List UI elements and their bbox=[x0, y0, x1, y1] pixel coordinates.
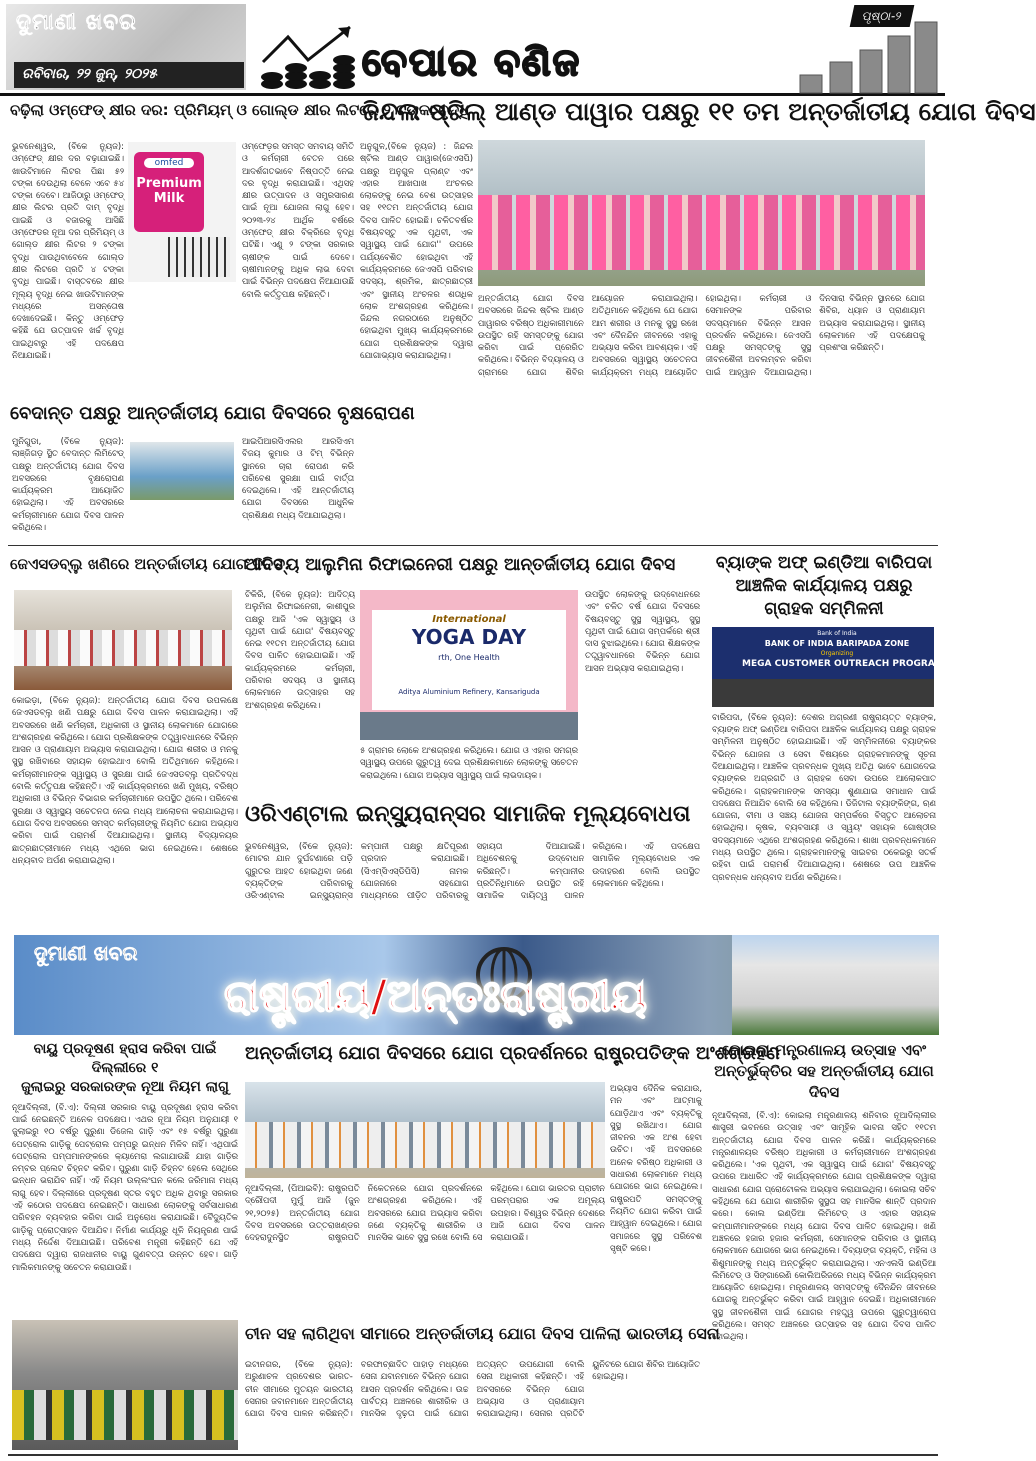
cartoon-illustration bbox=[168, 237, 230, 277]
vehicles bbox=[12, 1390, 238, 1440]
growth-chart-icon bbox=[258, 22, 358, 94]
city-buildings-photo bbox=[732, 935, 939, 1035]
coin-stacks-image bbox=[770, 20, 940, 94]
banner-international: International bbox=[432, 614, 506, 625]
delhi-body: ନୂଆଦିଲ୍ଲୀ, (ବି.ଏ): ଦିଲ୍ଲୀ ସରକାର ବାୟୁ ପ୍ରଦୂଷଣ ହ୍ରାସ କରିବା ପାଇଁ ନେଇଛନ୍ତି ଅନେକ ପଦକ୍ଷେପ। ଏଥର ନୂଆ ନିୟମ ଅନୁଯାୟୀ ୧ ଜୁଲାଇରୁ ୧୦ ବର୍ଷରୁ ପୁରୁଣା ଡିଜେଲ ଗାଡ଼ି ଏବଂ ୧୫ ବର୍ଷରୁ ପୁରୁଣା ପେଟ୍ରୋଲ ଗାଡ଼ିକୁ ପେଟ୍ରୋଲ ପମ୍ପରୁ ଇନ୍ଧନ ମିଳିବ ନାହିଁ। ଏଥିପାଇଁ ପେଟ୍ରୋଲ ପମ୍ପମାନଙ୍କରେ କ୍ୟାମେରା ଲଗାଯାଉଛି ଯାହା ଗାଡ଼ିର ନମ୍ବର ପ୍ଲେଟ ଚିହ୍ନଟ କରିବ। ପୁରୁଣା ଗାଡ଼ି ଚିହ୍ନଟ ହେଲେ ସେଥିରେ ଇନ୍ଧନ ଭରାଯିବ ନାହିଁ। ଏହି ନିୟମ ଉଲ୍ଲଂଘନ କଲେ ଜରିମାନା ମଧ୍ୟ ଲାଗୁ ହେବ। ଦିଲ୍ଲୀରେ ପ୍ରଦୂଷଣ ସ୍ତର ବହୁତ ଅଧିକ ଥିବାରୁ ସରକାର ଏହି କଠୋର ପଦକ୍ଷେପ ନେଇଛନ୍ତି। ସାଧାରଣ ଲୋକଙ୍କୁ ସର୍ବସାଧାରଣ ପରିବହନ ବ୍ୟବହାର କରିବା ପାଇଁ ଅନୁରୋଧ କରାଯାଇଛି। ବୈଦ୍ୟୁତିକ ଗାଡ଼ିକୁ ପ୍ରୋତ୍ସାହନ ଦିଆଯିବ। ନିର୍ମାଣ କାର୍ଯ୍ୟରୁ ଧୂଳି ନିୟନ୍ତ୍ରଣ ପାଇଁ ମଧ୍ୟ ନିର୍ଦ୍ଦେଶ ଦିଆଯାଇଛି। ପରିବେଶ ମନ୍ତ୍ରୀ କହିଛନ୍ତି ଯେ ଏହି ପଦକ୍ଷେପ ଦ୍ୱାରା ରାଜଧାନୀର ବାୟୁ ଗୁଣବତ୍ତା ଉନ୍ନତ ହେବ। ଗାଡ଼ି ମାଲିକମାନଙ୍କୁ ସଚେତନ କରାଯାଉଛି। bbox=[12, 1101, 238, 1272]
yoga-participants bbox=[245, 1122, 605, 1168]
vedanta-plantation-photo bbox=[130, 442, 234, 500]
aditya-yoga-day-photo bbox=[360, 590, 578, 740]
page-number-badge: ପୃଷ୍ଠା-୨ bbox=[850, 5, 915, 27]
banner-brand-logo: ଦୁମାଣୀ ଖବର bbox=[34, 941, 138, 965]
jindal-headline: ଜିନ୍ଦଲ ଷ୍ଟିଲ୍ ଆଣ୍ଡ ପାୱାର ପକ୍ଷରୁ ୧୧ ତମ ଅନ୍ତର୍ଜାତୀୟ ଯୋଗ ଦିବସ bbox=[362, 97, 1036, 126]
president-yoga-photo bbox=[245, 1082, 605, 1178]
bank-organizing-text: Organizing bbox=[820, 649, 854, 657]
banner-footer: Aditya Aluminium Refinery, Kansariguda bbox=[398, 688, 540, 696]
brand-logo: ଦୁମାଣୀ ଖବର bbox=[16, 10, 137, 35]
aditya-headline: ଆଦିତ୍ୟ ଆଲୁମିନା ରିଫାଇନେରୀ ପକ୍ଷରୁ ଆନ୍ତର୍ଜାତୀୟ ଯୋଗ ଦିବସ bbox=[245, 555, 676, 575]
section-title: ବେପାର ବଣିଜ bbox=[362, 40, 581, 84]
masthead-brand-block bbox=[6, 4, 246, 90]
china-body: ଇଟାନଗର, (ବିକେ ନ୍ୟୁଜ): ଅରୁଣାଚଳ ପ୍ରଦେଶର ଭାରତ-ଚୀନ ସୀମାରେ ମୁତୟନ ଭାରତୀୟ ସେନାର ଜବାନମାନେ ଅନ୍ତର୍ଜାତୀୟ ଯୋଗ ଦିବସ ପାଳନ କରିଛନ୍ତି। ବରଫାଚ୍ଛାଦିତ ପାହାଡ଼ ମଧ୍ୟରେ ସେନା ଯବାନମାନେ ବିଭିନ୍ନ ଯୋଗ ଆସନ ପ୍ରଦର୍ଶନ କରିଥିଲେ। ଉଚ୍ଚ ପାର୍ବତ୍ୟ ଅଞ୍ଚଳରେ ଶାରୀରିକ ଓ ମାନସିକ ଦୃଢ଼ତା ପାଇଁ ଯୋଗ ଅତ୍ୟନ୍ତ ଉପଯୋଗୀ ବୋଲି ସେନା ଅଧିକାରୀ କହିଛନ୍ତି। ଏହି ଅବସରରେ ବିଭିନ୍ନ ଯୋଗ ଅଭ୍ୟାସ ଓ ପ୍ରାଣାୟାମ କରାଯାଇଥିଲା। ସେନାର ପ୍ରତିଟି ୟୁନିଟରେ ଯୋଗ ଶିବିର ଆୟୋଜିତ ହୋଇଥିଲା। bbox=[245, 1359, 700, 1419]
banner-yoga-day: YOGA DAY bbox=[411, 625, 527, 649]
president-body: ନୂଆଦିଲ୍ଲୀ, (ପିଆଇବି): ରାଷ୍ଟ୍ରପତି ଦ୍ରୌପଦୀ ମୁର୍ମୁ ଆଜି (ଜୁନ ୨୧,୨୦୨୫) ଅନ୍ତର୍ଜାତୀୟ ଯୋଗ ଦିବସ ଅବସରରେ ଉତ୍ତରାଖଣ୍ଡର ଦେହରାଦୁନସ୍ଥିତ ରାଷ୍ଟ୍ରପତି ନିକେତନରେ ଯୋଗ ପ୍ରଦର୍ଶନରେ ଅଂଶଗ୍ରହଣ କରିଥିଲେ। ଏହି ଅବସରରେ ଯୋଗ ଅଭ୍ୟାସ କରିବା ଜଣେ ବ୍ୟକ୍ତିକୁ ଶାରୀରିକ ଓ ମାନସିକ ଭାବେ ସୁସ୍ଥ ରଖେ ବୋଲି ସେ କହିଥିଲେ। ଯୋଗ ଭାରତର ପ୍ରାଚୀନ ପରମ୍ପରାର ଏକ ଅମୂଲ୍ୟ ଉପହାର। ବିଶ୍ୱର ବିଭିନ୍ନ ଦେଶରେ ଆଜି ଯୋଗ ଦିବସ ପାଳନ କରାଯାଉଛି। bbox=[245, 1183, 605, 1243]
group-people bbox=[478, 195, 925, 270]
omfed-body-right: ଓମ୍ଫେଡ଼ର ସମସ୍ତ ସମବାୟ ସମିତି ଓ କର୍ମଚାରୀ ବେତନ ପରେ ଆଦର୍ଶଗତଭାବେ ନିଷ୍ପତ୍ତି ନେଇ ଦର ବୃଦ୍ଧି କରାଯାଇଛି। ଏଥିସହ କ୍ଷୀର ଉତ୍ପାଦନ ଓ ସମ୍ପ୍ରସାରଣ ପାଇଁ ନୂଆ ଯୋଜନା ଲାଗୁ ହେବ। ୨୦୨୩-୨୪ ଆର୍ଥିକ ବର୍ଷରେ ଓମ୍ଫେଡ୍ କ୍ଷୀର ବିକ୍ରିରେ ବୃଦ୍ଧି ଘଟିଛି। ଏଣୁ ୨ ଟଙ୍କା ସରକାର ଚାଷୀଙ୍କ ପାଇଁ ଦେବେ। ଚାଷୀମାନଙ୍କୁ ଅଧିକ ଲାଭ ଦେବା ପାଇଁ ବିଭିନ୍ନ ପଦକ୍ଷେପ ନିଆଯାଉଛି ବୋଲି କର୍ତ୍ତୃପକ୍ଷ କହିଛନ୍ତି। bbox=[242, 141, 354, 299]
delhi-headline-line2: ଜୁଲାଇରୁ ସରକାରଙ୍କ ନୂଆ ନିୟମ ଲାଗୁ bbox=[21, 1078, 229, 1095]
delhi-headline-line1: ବାୟୁ ପ୍ରଦୂଷଣ ହ୍ରାସ କରିବା ପାଇଁ ଦିଲ୍ଲୀରେ ୧ bbox=[33, 1041, 217, 1076]
yoga-day-banner bbox=[372, 610, 566, 710]
coal-article bbox=[710, 1040, 938, 1450]
vedanta-body-left: ମୁନିଗୁଡା, (ବିକେ ନ୍ୟୁଜ): ଲାଞ୍ଜିଗଡ଼ ସ୍ଥିତ ବେଦାନ୍ତ ଲିମିଟେଡ୍ ପକ୍ଷରୁ ଅନ୍ତର୍ଜାତୀୟ ଯୋଗ ଦିବସ ଅବସରରେ ବୃକ୍ଷରୋପଣ କାର୍ଯ୍ୟକ୍ରମ ଆୟୋଜିତ ହୋଇଥିଲା। ଏହି ଅବସରରେ କର୍ମଚାରୀମାନେ ଯୋଗ ଦିବସ ପାଳନ କରିଥିଲେ। bbox=[12, 436, 124, 533]
divider bbox=[8, 545, 938, 546]
bank-meeting-photo bbox=[712, 627, 934, 707]
omfed-logo: omfed bbox=[144, 158, 194, 168]
bank-body: ବାରିପଦା, (ବିକେ ନ୍ୟୁଜ): ଦେଶର ଅଗ୍ରଣୀ ରାଷ୍ଟ୍ରାୟତ୍ତ ବ୍ୟାଙ୍କ, ବ୍ୟାଙ୍କ ଅଫ୍ ଇଣ୍ଡିଆ ବାରିପଦା ଆଞ୍ଚଳିକ କାର୍ଯ୍ୟାଳୟ ପକ୍ଷରୁ ଗ୍ରାହକ ସମ୍ମିଳନୀ ଅନୁଷ୍ଠିତ ହୋଇଯାଇଛି। ଏହି ସମ୍ମିଳନୀରେ ବ୍ୟାଙ୍କର ବିଭିନ୍ନ ଯୋଜନା ଓ ସେବା ବିଷୟରେ ଗ୍ରାହକମାନଙ୍କୁ ସୂଚନା ଦିଆଯାଇଥିଲା। ଆଞ୍ଚଳିକ ପ୍ରବନ୍ଧକ ମୁଖ୍ୟ ଅତିଥି ଭାବେ ଯୋଗଦେଇ ବ୍ୟାଙ୍କର ଅଗ୍ରଗତି ଓ ଗ୍ରାହକ ସେବା ଉପରେ ଆଲୋକପାତ କରିଥିଲେ। ଗ୍ରାହକମାନଙ୍କ ସମସ୍ୟା ଶୁଣାଯାଇ ସମାଧାନ ପାଇଁ ପଦକ୍ଷେପ ନିଆଯିବ ବୋଲି ସେ କହିଥିଲେ। ଡିଜିଟାଲ ବ୍ୟାଙ୍କିଙ୍ଗ, ଋଣ ଯୋଜନା, ବୀମା ଓ ସଞ୍ଚୟ ଯୋଜନା ସମ୍ପର୍କରେ ବିସ୍ତୃତ ଆଲୋଚନା ହୋଇଥିଲା। କୃଷକ, ବ୍ୟବସାୟୀ ଓ ସ୍ୱୟଂ ସହାୟକ ଗୋଷ୍ଠୀର ସଦସ୍ୟମାନେ ଏଥିରେ ଅଂଶଗ୍ରହଣ କରିଥିଲେ। ଶାଖା ପ୍ରବନ୍ଧକମାନେ ମଧ୍ୟ ଉପସ୍ଥିତ ଥିଲେ। ଗ୍ରାହକମାନଙ୍କୁ ସାଇବର ଠକେଇରୁ ସତର୍କ ରହିବା ପାଇଁ ପରାମର୍ଶ ଦିଆଯାଇଥିଲା। ଶେଷରେ ଉପ ଆଞ୍ଚଳିକ ପ୍ରବନ୍ଧକ ଧନ୍ୟବାଦ ଅର୍ପଣ କରିଥିଲେ। bbox=[712, 711, 936, 882]
coal-headline-line1: କୋଇଲା ମନ୍ତ୍ରଣାଳୟ ଉତ୍ସାହ ଏବଂ bbox=[721, 1041, 927, 1059]
jindal-group-photo bbox=[478, 140, 925, 286]
jindal-body-columns: ଅନ୍ତର୍ଜାତୀୟ ଯୋଗ ଦିବସ ଅବସରରେ ଜିନ୍ଦଲ ଷ୍ଟିଲ ଆଣ୍ଡ ପାୱାରର ବରିଷ୍ଠ ଅଧିକାରୀମାନେ ଉପସ୍ଥିତ ରହି ସମସ୍ତଙ୍କୁ ଯୋଗ କରିବା ପାଇଁ ପ୍ରେରିତ କରିଥିଲେ। ବିଭିନ୍ନ ବିଦ୍ୟାଳୟ ଓ ଗ୍ରାମରେ ଯୋଗ ଶିବିର ଆୟୋଜନ କରାଯାଇଥିଲା। ଅତିଥିମାନେ କହିଥିଲେ ଯେ ଯୋଗ ଆମ ଶରୀର ଓ ମନକୁ ସୁସ୍ଥ ରଖେ ଏବଂ ଦୈନନ୍ଦିନ ଜୀବନରେ ଏହାକୁ ଅଭ୍ୟାସ କରିବା ଆବଶ୍ୟକ। ଏହି ଅବସରରେ ସ୍ୱାସ୍ଥ୍ୟ ସଚେତନତା କାର୍ଯ୍ୟକ୍ରମ ମଧ୍ୟ ଆୟୋଜିତ ହୋଇଥିଲା। କର୍ମଚାରୀ ଓ ସେମାନଙ୍କ ପରିବାର ସଦସ୍ୟମାନେ ବିଭିନ୍ନ ଆସନ ପ୍ରଦର୍ଶନ କରିଥିଲେ। ଜେଏସପି ପକ୍ଷରୁ ସମସ୍ତଙ୍କୁ ସୁସ୍ଥ ଜୀବନଶୈଳୀ ଅବଲମ୍ବନ କରିବା ପାଇଁ ଆହ୍ୱାନ ଦିଆଯାଇଥିଲା। ଦିନସାରା ବିଭିନ୍ନ ସ୍ଥାନରେ ଯୋଗ ଶିବିର, ଧ୍ୟାନ ଓ ପ୍ରାଣାୟାମ ଅଭ୍ୟାସ କରାଯାଇଥିଲା। ସ୍ଥାନୀୟ ଲୋକମାନେ ଏହି ପଦକ୍ଷେପକୁ ପ୍ରଶଂସା କରିଛନ୍ତି। bbox=[478, 293, 925, 377]
aditya-body-right: ଉପସ୍ଥିତ ଲୋକଙ୍କୁ ଉଦ୍ବୋଧନରେ ଏବଂ ଚଳିତ ବର୍ଷ ଯୋଗ ଦିବସରେ ବିଷୟବସ୍ତୁ ସୁସ୍ଥ ସ୍ୱାସ୍ଥ୍ୟ, ସୁସ୍ଥ ପୃଥିବୀ ପାଇଁ ଯୋଗ ସମ୍ପର୍କରେ ଶ୍ରୀ ଦାସ ବୁଝାଇଥିଲେ। ଯୋଗ ଶିକ୍ଷକଙ୍କ ତତ୍ତ୍ୱାବଧାନରେ ବିଭିନ୍ନ ଯୋଗ ଆସନ ଅଭ୍ୟାସ କରାଯାଇଥିଲା। bbox=[585, 589, 700, 673]
delhi-traffic-photo bbox=[12, 1320, 238, 1450]
banner-caption: rth, One Health bbox=[438, 653, 500, 662]
delhi-article bbox=[10, 1040, 240, 1318]
oriental-headline: ଓରିଏଣ୍ଟାଲ ଇନ୍ସ୍ୟୁରାନ୍ସର ସାମାଜିକ ମୂଲ୍ୟବୋଧତା bbox=[245, 802, 691, 827]
bank-article bbox=[710, 550, 938, 932]
bank-logo-text: Bank of India bbox=[817, 629, 857, 637]
jsw-yoga-photo bbox=[14, 590, 232, 690]
issue-date: ରବିବାର, ୨୨ ଜୁନ୍, ୨୦୨୫ bbox=[14, 62, 244, 88]
aditya-body-left: ଟିକିରି, (ବିକେ ନ୍ୟୁଜ): ଆଦିତ୍ୟ ଅଲୁମିନା ରିଫାଇନେରୀ, କାଶୀପୁର ପକ୍ଷରୁ ଆଜି 'ଏକ ସ୍ୱାସ୍ଥ୍ୟ ଓ ପୃଥିବୀ ପାଇଁ ଯୋଗ' ବିଷୟବସ୍ତୁ ନେଇ ୧୧ତମ ଅନ୍ତର୍ଜାତୀୟ ଯୋଗ ଦିବସ ପାଳିତ ହୋଇଯାଇଛି। ଏହି କାର୍ଯ୍ୟକ୍ରମରେ କର୍ମଚାରୀ, ପରିବାର ସଦସ୍ୟ ଓ ସ୍ଥାନୀୟ ଲୋକମାନେ ଉତ୍ସାହର ସହ ଅଂଶଗ୍ରହଣ କରିଥିଲେ। bbox=[245, 589, 355, 710]
coal-headline bbox=[710, 1040, 938, 1109]
meeting-table bbox=[712, 679, 934, 707]
aditya-body-bottom: ୫ ଗ୍ରାମର ଲୋକେ ଅଂଶଗ୍ରହଣ କରିଥିଲେ। ଯୋଗ ଓ ଏହାର ସମଗ୍ର ସ୍ୱାସ୍ଥ୍ୟ ଉପରେ ଗୁରୁତ୍ୱ ଦେଇ ପ୍ରଶିକ୍ଷକମାନେ ଲୋକଙ୍କୁ ସଚେତନ କରାଇଥିଲେ। ଯୋଗ ଅଭ୍ୟାସ ସ୍ୱାସ୍ଥ୍ୟ ପାଇଁ ଲାଭଦାୟକ। bbox=[360, 745, 578, 780]
national-section-title: ରାଷ୍ଟ୍ରୀୟ/ଅନ୍ତଃରାଷ୍ଟ୍ରୀୟ bbox=[224, 971, 647, 1022]
jsw-body: କୋଇଡ଼ା, (ବିକେ ନ୍ୟୁଜ): ଅନ୍ତର୍ଜାତୀୟ ଯୋଗ ଦିବସ ଉପଲକ୍ଷେ ଜେଏସଡବ୍ଲୁ ଖଣି ପକ୍ଷରୁ ଯୋଗ ଦିବସ ପାଳନ କରାଯାଇଥିଲା। ଏହି ଅବସରରେ ଖଣି କର୍ମଚାରୀ, ଅଧିକାରୀ ଓ ସ୍ଥାନୀୟ ଲୋକମାନେ ଯୋଗରେ ଅଂଶଗ୍ରହଣ କରିଥିଲେ। ଯୋଗ ପ୍ରଶିକ୍ଷକଙ୍କ ତତ୍ତ୍ୱାବଧାନରେ ବିଭିନ୍ନ ଆସନ ଓ ପ୍ରାଣାୟାମ ଅଭ୍ୟାସ କରାଯାଇଥିଲା। ଯୋଗ ଶରୀର ଓ ମନକୁ ସୁସ୍ଥ ରଖିବାରେ ସହାୟକ ହୋଇଥାଏ ବୋଲି ଅତିଥିମାନେ କହିଥିଲେ। କର୍ମଚାରୀମାନଙ୍କ ସ୍ୱାସ୍ଥ୍ୟ ଓ ସୁରକ୍ଷା ପାଇଁ ଜେଏସଡବ୍ଲୁ ପ୍ରତିବଦ୍ଧ ବୋଲି କର୍ତ୍ତୃପକ୍ଷ କହିଛନ୍ତି। ଏହି କାର୍ଯ୍ୟକ୍ରମରେ ଖଣି ମୁଖ୍ୟ, ବରିଷ୍ଠ ଅଧିକାରୀ ଓ ବିଭିନ୍ନ ବିଭାଗର କର୍ମଚାରୀମାନେ ଉପସ୍ଥିତ ଥିଲେ। ପରିବେଶ ସୁରକ୍ଷା ଓ ସ୍ୱାସ୍ଥ୍ୟ ସଚେତନତା ନେଇ ମଧ୍ୟ ଆଲୋଚନା କରାଯାଇଥିଲା। ଯୋଗ ଦିବସ ଅବସରରେ ସମସ୍ତ କର୍ମଚାରୀଙ୍କୁ ନିୟମିତ ଯୋଗ ଅଭ୍ୟାସ କରିବା ପାଇଁ ପରାମର୍ଶ ଦିଆଯାଇଥିଲା। ସ୍ଥାନୀୟ ବିଦ୍ୟାଳୟର ଛାତ୍ରଛାତ୍ରୀମାନେ ମଧ୍ୟ ଏଥିରେ ଭାଗ ନେଇଥିଲେ। ଶେଷରେ ଧନ୍ୟବାଦ ଅର୍ପଣ କରାଯାଇଥିଲା। bbox=[12, 695, 238, 865]
milk-pack bbox=[134, 152, 204, 232]
vedanta-headline: ବେଦାନ୍ତ ପକ୍ଷରୁ ଆନ୍ତର୍ଜାତୀୟ ଯୋଗ ଦିବସରେ ବୃକ୍ଷରୋପଣ bbox=[10, 403, 415, 424]
national-section-banner bbox=[14, 935, 939, 1035]
coal-headline-line2: ଅନ୍ତର୍ଭୁକ୍ତିର ସହ ଅନ୍ତର୍ଜାତୀୟ ଯୋଗ ଦିବସ bbox=[714, 1062, 934, 1101]
president-headline: ଅନ୍ତର୍ଜାତୀୟ ଯୋଗ ଦିବସରେ ଯୋଗ ପ୍ରଦର୍ଶନରେ ରାଷ୍ଟ୍ରପତିଙ୍କ ଅଂଶଗ୍ରହଣ bbox=[245, 1043, 780, 1064]
china-headline: ଚୀନ ସହ ଲାଗିଥିବା ସୀମାରେ ଅନ୍ତର୍ଜାତୀୟ ଯୋଗ ଦିବସ ପାଳିଲା ଭାରତୀୟ ସେନା bbox=[245, 1324, 720, 1343]
jindal-body-left: ଅନୁଗୁଳ,(ବିକେ ନ୍ୟୁଜ) : ଜିନ୍ଦଲ ଷ୍ଟିଲ ଆଣ୍ଡ ପାୱାର(ଜେଏସପି) ପକ୍ଷରୁ ଅନୁଗୁଳ ପ୍ଲାଣ୍ଟ ଏବଂ ଏହାର ଆଖପାଖ ଅଂଚଳର ଲୋକଙ୍କୁ ନେଇ ବେଶ ଉତ୍ସାହର ସହ ୧୧ତମ ଅନ୍ତର୍ଜାତୀୟ ଯୋଗ ଦିବସ ପାଳିତ ହୋଇଛି। ଚଳିତବର୍ଷର ବିଷୟବସ୍ତୁ ଏକ ପୃଥିବୀ, ଏକ ସ୍ୱାସ୍ଥ୍ୟ ପାଇଁ ଯୋଗ'' ଉପରେ ପର୍ଯ୍ୟବେଶିତ ହୋଇଥିବା ଏହି କାର୍ଯ୍ୟକ୍ରମରେ ଜେଏସପି ପରିବାର ସଦସ୍ୟ, ଶ୍ରମିକ, ଛାତ୍ରଛାତ୍ରୀ ଏବଂ ସ୍ଥାନୀୟ ଅଂଚଳର ଶତାଧିକ ଲୋକ ଅଂଶଗ୍ରହଣ କରିଥିଲେ। ଜିନ୍ଦଲ ନଗରଠାରେ ଅନୁଷ୍ଠିତ ହୋଇଥିବା ମୁଖ୍ୟ କାର୍ଯ୍ୟକ୍ରମରେ ଯୋଗ ପ୍ରଶିକ୍ଷକଙ୍କ ଦ୍ୱାରା ଯୋଗାଭ୍ୟାସ କରାଯାଇଥିଲା। bbox=[360, 141, 473, 361]
yoga-participants bbox=[14, 630, 232, 666]
pack-line-milk: Milk bbox=[153, 191, 185, 206]
stage-floor bbox=[360, 712, 578, 740]
bottom-rule bbox=[8, 1454, 938, 1456]
vedanta-body-right: ଆଇପିଆରସିଏଲର ଆରସିଏମ ବିଜୟ କୁମାର ଓ ଟିମ୍ ବିଭିନ୍ନ ସ୍ଥାନରେ ଚାରା ରୋପଣ କରି ପରିବେଶ ସୁରକ୍ଷା ପାଇଁ ବାର୍ତ୍ତା ଦେଇଥିଲେ। ଏହି ଆନ୍ତର୍ଜାତୀୟ ଯୋଗ ଦିବସରେ ଆଧୁନିକ ପ୍ରଶିକ୍ଷଣ ମଧ୍ୟ ଦିଆଯାଇଥିଲା। bbox=[242, 436, 354, 520]
coal-body: ନୂଆଦିଲ୍ଲୀ, (ବି.ଏ): କୋଇଲା ମନ୍ତ୍ରଣାଳୟ ଶନିବାର ନୂଆଦିଲ୍ଲୀର ଶାସ୍ତ୍ରୀ ଭବନରେ ଉତ୍ସାହ ଏବଂ ସାମୂହିକ ଭାବନା ସହିତ ୧୧ତମ ଅନ୍ତର୍ଜାତୀୟ ଯୋଗ ଦିବସ ପାଳନ କରିଛି। କାର୍ଯ୍ୟକ୍ରମରେ ମନ୍ତ୍ରଣାଳୟର ବରିଷ୍ଠ ଅଧିକାରୀ ଓ କର୍ମଚାରୀମାନେ ଅଂଶଗ୍ରହଣ କରିଥିଲେ। 'ଏକ ପୃଥିବୀ, ଏକ ସ୍ୱାସ୍ଥ୍ୟ ପାଇଁ ଯୋଗ' ବିଷୟବସ୍ତୁ ଉପରେ ଆଧାରିତ ଏହି କାର୍ଯ୍ୟକ୍ରମରେ ଯୋଗ ପ୍ରଶିକ୍ଷକଙ୍କ ଦ୍ୱାରା ସାଧାରଣ ଯୋଗ ପ୍ରୋଟୋକଲ ଅଭ୍ୟାସ କରାଯାଇଥିଲା। କୋଇଲା ସଚିବ କହିଥିଲେ ଯେ ଯୋଗ ଶାରୀରିକ ସୁସ୍ଥତା ସହ ମାନସିକ ଶାନ୍ତି ପ୍ରଦାନ କରେ। କୋଲ ଇଣ୍ଡିଆ ଲିମିଟେଡ୍ ଓ ଏହାର ସହାୟକ କମ୍ପାନୀମାନଙ୍କରେ ମଧ୍ୟ ଯୋଗ ଦିବସ ପାଳିତ ହୋଇଥିଲା। ଖଣି ଅଞ୍ଚଳରେ ହଜାର ହଜାର କର୍ମଚାରୀ, ସେମାନଙ୍କ ପରିବାର ଓ ସ୍ଥାନୀୟ ଲୋକମାନେ ଯୋଗରେ ଭାଗ ନେଇଥିଲେ। ଦିବ୍ୟାଙ୍ଗ ବ୍ୟକ୍ତି, ମହିଳା ଓ ଶିଶୁମାନଙ୍କୁ ମଧ୍ୟ ଅନ୍ତର୍ଭୁକ୍ତ କରାଯାଇଥିଲା। ଏନଏଲସି ଇଣ୍ଡିଆ ଲିମିଟେଡ୍ ଓ ସିଙ୍ଗାରେଣି କୋଲିଅରିଜରେ ମଧ୍ୟ ବିଭିନ୍ନ କାର୍ଯ୍ୟକ୍ରମ ଆୟୋଜିତ ହୋଇଥିଲା। ମନ୍ତ୍ରଣାଳୟ ସମସ୍ତଙ୍କୁ ଦୈନନ୍ଦିନ ଜୀବନରେ ଯୋଗକୁ ଅନ୍ତର୍ଭୁକ୍ତ କରିବା ପାଇଁ ଆହ୍ୱାନ ଦେଇଛି। ଅଧିକାରୀମାନେ ସୁସ୍ଥ ଜୀବନଶୈଳୀ ପାଇଁ ଯୋଗର ମହତ୍ତ୍ୱ ଉପରେ ଗୁରୁତ୍ୱାରୋପ କରିଥିଲେ। ସମସ୍ତ ଅଞ୍ଚଳରେ ଉତ୍ସାହର ସହ ଯୋଗ ଦିବସ ପାଳିତ ହୋଇଥିଲା। bbox=[712, 1110, 936, 1342]
delhi-headline bbox=[10, 1040, 240, 1101]
omfed-headline: ବଢ଼ିଲା ଓମ୍ଫେଡ୍ କ୍ଷୀର ଦର: ପ୍ରିମିୟମ୍ ଓ ଗୋଲ୍ଡ କ୍ଷୀର ଲିଟରେ ୨ ଟଙ୍କା ବୃଦ୍ଧି bbox=[10, 101, 470, 119]
bank-headline: ବ୍ୟାଙ୍କ ଅଫ୍ ଇଣ୍ଡିଆ ବାରିପଦା ଆଞ୍ଚଳିକ କାର୍ଯ୍ୟାଳୟ ପକ୍ଷରୁ ଗ୍ରାହକ ସମ୍ମିଳନୀ bbox=[715, 553, 933, 619]
omfed-milk-image bbox=[128, 142, 236, 282]
president-body-right: ଅଭ୍ୟାସ ଦୈନିକ କରାଯାଉ, ମନ ଏବଂ ଆତ୍ମାକୁ ଯୋଡ଼ିଥାଏ ଏବଂ ବ୍ୟକ୍ତିକୁ ସୁସ୍ଥ ରଖିଥାଏ। ଯୋଗ ଜୀବନର ଏକ ଅଂଶ ହେବା ଉଚିତ। ଏହି ଅବସରରେ ଅନେକ ବରିଷ୍ଠ ଅଧିକାରୀ ଓ ସାଧାରଣ ଲୋକମାନେ ମଧ୍ୟ ଯୋଗରେ ଭାଗ ନେଇଥିଲେ। ରାଷ୍ଟ୍ରପତି ସମସ୍ତଙ୍କୁ ନିୟମିତ ଯୋଗ କରିବା ପାଇଁ ଆହ୍ୱାନ ଦେଇଥିଲେ। ଯୋଗ ସମାଜରେ ସୁସ୍ଥ ପରିବେଶ ସୃଷ୍ଟି କରେ। bbox=[610, 1083, 702, 1253]
bank-program-text: MEGA CUSTOMER OUTREACH PROGRA bbox=[742, 658, 935, 669]
masthead bbox=[0, 0, 945, 96]
pack-line-premium: Premium bbox=[136, 176, 202, 191]
omfed-body-left: ଭୁବନେଶ୍ୱର, (ବିକେ ନ୍ୟୁଜ): ଓମ୍ଫେଡ୍ କ୍ଷୀର ଦର ବଢ଼ାଯାଇଛି। ଖାଉଟିମାନେ ଲିଟର ପିଛା ୫୨ ଟଙ୍କା ଦେଉଥିଲା ବେଳେ ଏବେ ୫୪ ଟଙ୍କା ଦେବେ। ଆଜିଠାରୁ ଓମ୍ଫେଡ୍ କ୍ଷୀର ଲିଟର ପ୍ରତି ଦାମ୍ ବୃଦ୍ଧି ପାଇଛି ଓ ବଜାରକୁ ଆସିଛି ଓମ୍ଫେଡର ନୂଆ ଦର ପ୍ରିମିୟମ୍ ଓ ଗୋଲ୍ଡ କ୍ଷୀର ଲିଟର ୨ ଟଙ୍କା ବୃଦ୍ଧି ପାଉଥିବାବେଳେ ଗୋଲ୍ଡ କ୍ଷୀର ଲିଟରେ ପ୍ରତି ୪ ଟଙ୍କା ବୃଦ୍ଧି ପାଇଛି। ବାସ୍ତବରେ କ୍ଷୀର ମୂଲ୍ୟ ବୃଦ୍ଧି ନେଇ ଖାଉଟିମାନଙ୍କ ମଧ୍ୟରେ ଅସନ୍ତୋଷ ଦେଖାଦେଇଛି। କିନ୍ତୁ ଓମ୍ଫେଡ଼ କହିଛି ଯେ ଉତ୍ପାଦନ ଖର୍ଚ୍ଚ ବୃଦ୍ଧି ପାଇଥିବାରୁ ଏହି ପଦକ୍ଷେପ ନିଆଯାଇଛି। bbox=[12, 141, 124, 361]
bank-zone-text: BANK OF INDIA BARIPADA ZONE bbox=[764, 638, 910, 648]
oriental-body: ଭୁବନେଶ୍ୱର, (ବିକେ ନ୍ୟୁଜ): ମୋଟର ଯାନ ଦୁର୍ଘଟଣାରେ ପଡ଼ି ଗୁରୁତର ଆହତ ହୋଇଥିବା ଜଣେ ବ୍ୟକ୍ତିଙ୍କ ପରିବାରକୁ ଓରିଏଣ୍ଟାଲ ଇନ୍ସ୍ୟୁରାନ୍ସ କମ୍ପାନୀ ପକ୍ଷରୁ କ୍ଷତିପୂରଣ ପ୍ରଦାନ କରାଯାଇଛି। (ସିଏମ୍‌ସିଏସ୍‌ଡିପିସି) ନାମକ ଯୋଜନାରେ ସହଯୋଗ ମାଧ୍ୟମରେ ପୀଡ଼ିତ ପରିବାରକୁ ସହାୟତା ଦିଆଯାଇଛି। ଅଧିବେଶନକୁ ଉଦ୍ବୋଧନ କରିଛନ୍ତି। କମ୍ପାନୀର ପ୍ରତିନିଧିମାନେ ଉପସ୍ଥିତ ରହି ସାମାଜିକ ଦାୟିତ୍ୱ ପାଳନ କରିଥିଲେ। ଏହି ପଦକ୍ଷେପ ସାମାଜିକ ମୂଲ୍ୟବୋଧର ଏକ ଉଦାହରଣ ବୋଲି ଉପସ୍ଥିତ ଲୋକମାନେ କହିଥିଲେ। bbox=[245, 841, 700, 901]
jsw-headline: ଜେଏସଡବ୍ଲୁ ଖଣିରେ ଅନ୍ତର୍ଜାତୀୟ ଯୋଗ ଦିବସ bbox=[10, 555, 283, 573]
